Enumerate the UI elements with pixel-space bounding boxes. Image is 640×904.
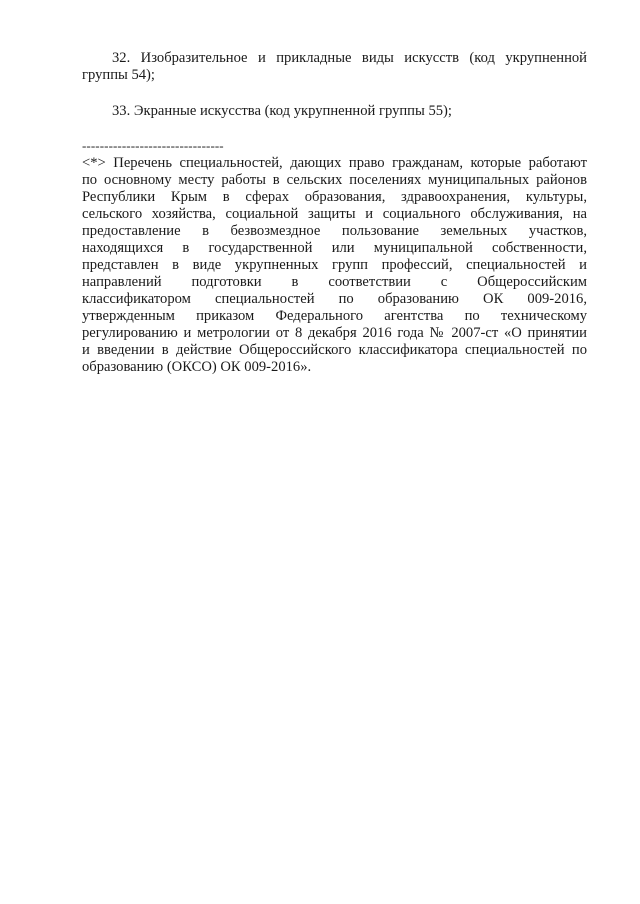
- footnote-line: Республики Крым в сферах образования, здравоохранения, культуры,: [82, 189, 587, 205]
- footnote-line: по основному месту работы в сельских поселениях муниципальных районов: [82, 172, 587, 188]
- list-item-33: 33. Экранные искусства (код укрупненной группы 55);: [112, 103, 452, 119]
- footnote-line: утвержденным приказом Федерального агентства по техническому: [82, 308, 587, 324]
- footnote-line: классификатором специальностей по образованию ОК 009-2016,: [82, 291, 587, 307]
- footnote-line: образованию (ОКСО) ОК 009-2016».: [82, 359, 312, 375]
- footnote-separator: --------------------------------: [82, 138, 224, 153]
- footnote-line: регулированию и метрологии от 8 декабря 2016 года № 2007-ст «О принятии: [82, 325, 587, 341]
- footnote-line: представлен в виде укрупненных групп профессий, специальностей и: [82, 257, 587, 273]
- footnote-line: направлений подготовки в соответствии с Общероссийским: [82, 274, 587, 290]
- list-item-32: 32. Изобразительное и прикладные виды искусств (код укрупненной группы 54);: [82, 50, 587, 83]
- footnote: [82, 155, 587, 376]
- footnote-line: предоставление в безвозмездное пользование земельных участков,: [82, 223, 587, 239]
- footnote-line: <*> Перечень специальностей, дающих право гражданам, которые работают: [82, 155, 587, 171]
- footnote-line: сельского хозяйства, социальной защиты и социального обслуживания, на: [82, 206, 587, 222]
- footnote-line: и введении в действие Общероссийского классификатора специальностей по: [82, 342, 587, 358]
- footnote-line: находящихся в государственной или муниципальной собственности,: [82, 240, 587, 256]
